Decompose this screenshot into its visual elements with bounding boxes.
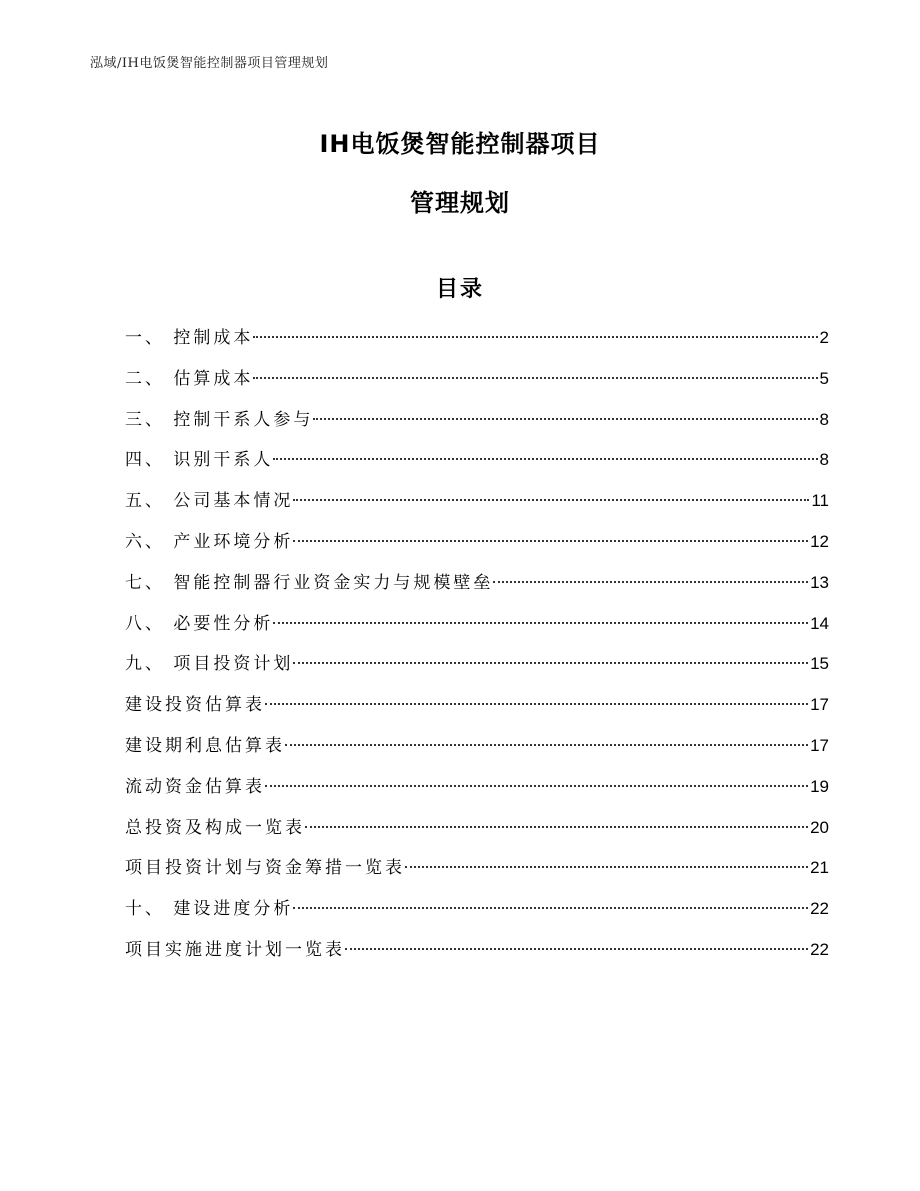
toc-entry-label: 十、 建设进度分析 (125, 899, 294, 920)
toc-entry[interactable] (125, 648, 829, 689)
toc-entry-label: 一、 控制成本 (125, 328, 254, 348)
toc-entry-label: 建设投资估算表 (125, 695, 265, 716)
toc-leader-dots (265, 785, 808, 787)
toc-entry[interactable] (125, 812, 829, 853)
toc-entry-label: 项目投资计划与资金筹措一览表 (125, 858, 405, 879)
toc-entry[interactable] (125, 485, 829, 526)
toc-entry-label: 总投资及构成一览表 (125, 817, 305, 838)
toc-entry-label: 八、 必要性分析 (125, 613, 274, 634)
toc-entry[interactable] (125, 730, 829, 771)
toc-heading: 目录 (435, 277, 484, 302)
toc-entry-page: 2 (819, 328, 829, 347)
toc-entry-page: 13 (810, 572, 829, 592)
toc-entry[interactable] (125, 852, 829, 893)
toc-entry-label: 九、 项目投资计划 (125, 654, 294, 675)
toc-leader-dots (265, 703, 808, 705)
toc-entry[interactable] (125, 322, 829, 363)
toc-entry[interactable] (125, 363, 829, 404)
toc-entry-page: 8 (819, 450, 829, 470)
running-header: 泓域/IH电饭煲智能控制器项目管理规划 (90, 56, 329, 71)
toc-entry-label: 三、 控制干系人参与 (125, 409, 314, 430)
toc-entry-page: 11 (811, 491, 829, 511)
toc-entry-page: 15 (810, 654, 829, 674)
toc-entry-page: 22 (810, 939, 829, 959)
toc-leader-dots (405, 866, 808, 868)
toc-entry[interactable] (125, 934, 829, 975)
toc-leader-dots (493, 581, 808, 583)
toc-leader-dots (293, 499, 809, 501)
toc-entry[interactable] (125, 771, 829, 812)
toc-entry-page: 5 (819, 368, 829, 388)
toc-leader-dots (313, 418, 817, 420)
toc-entry-label: 六、 产业环境分析 (125, 531, 294, 552)
toc-entry[interactable] (125, 444, 829, 485)
document-title-line-2: 管理规划 (410, 189, 510, 217)
toc-entry-label: 五、 公司基本情况 (125, 491, 294, 512)
table-of-contents (125, 322, 829, 975)
toc-entry-page: 17 (810, 735, 829, 755)
toc-entry[interactable] (125, 404, 829, 445)
toc-entry[interactable] (125, 608, 829, 649)
toc-entry-label: 七、 智能控制器行业资金实力与规模壁垒 (125, 572, 494, 593)
toc-entry[interactable] (125, 567, 829, 608)
toc-entry-page: 12 (810, 531, 829, 551)
toc-leader-dots (293, 540, 808, 542)
toc-entry-label: 二、 估算成本 (125, 368, 254, 389)
toc-leader-dots (273, 622, 808, 624)
toc-entry-label: 项目实施进度计划一览表 (125, 939, 345, 960)
toc-entry-page: 14 (810, 613, 829, 633)
toc-entry-page: 17 (810, 695, 829, 715)
toc-entry-page: 19 (810, 776, 829, 796)
toc-leader-dots (253, 336, 817, 338)
toc-entry[interactable] (125, 689, 829, 730)
toc-entry-label: 流动资金估算表 (125, 776, 265, 797)
toc-entry-label: 四、 识别干系人 (125, 450, 274, 471)
toc-leader-dots (273, 458, 817, 460)
toc-leader-dots (345, 948, 808, 950)
document-title-line-1: IH电饭煲智能控制器项目 (319, 130, 601, 158)
toc-entry[interactable] (125, 526, 829, 567)
toc-entry[interactable] (125, 893, 829, 934)
toc-entry-page: 8 (819, 409, 829, 429)
toc-leader-dots (293, 907, 808, 909)
toc-leader-dots (285, 744, 808, 746)
toc-leader-dots (253, 377, 817, 379)
toc-entry-page: 21 (810, 858, 829, 878)
toc-leader-dots (305, 826, 808, 828)
toc-entry-page: 22 (810, 899, 829, 919)
toc-leader-dots (293, 662, 808, 664)
toc-entry-label: 建设期利息估算表 (125, 735, 285, 756)
toc-entry-page: 20 (810, 817, 829, 837)
